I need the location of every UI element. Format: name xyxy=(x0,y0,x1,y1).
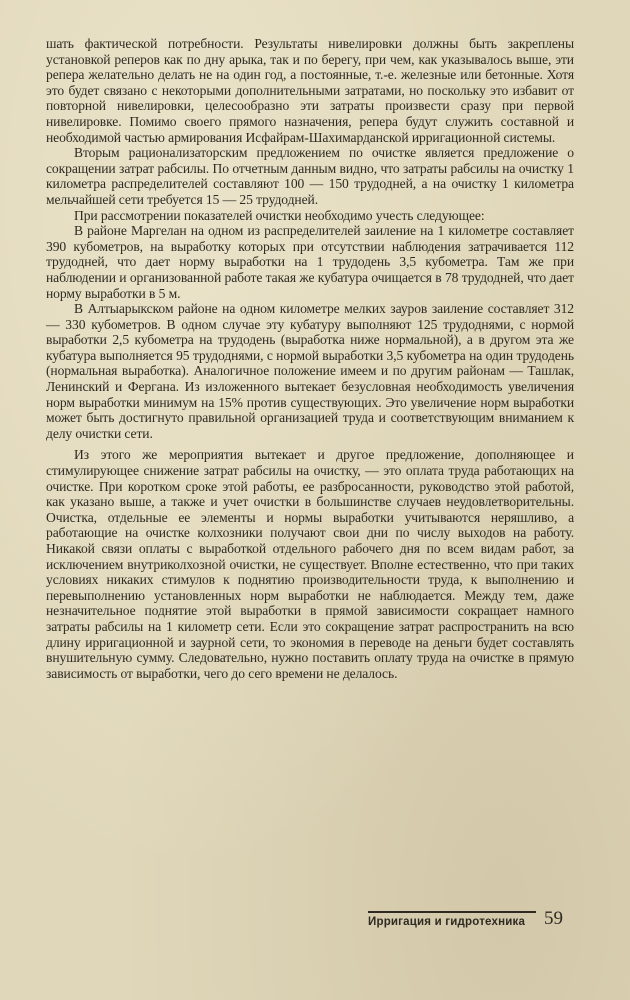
paragraph-4: В районе Маргелан на одном из распределителей заиление на 1 километре составляет 390 кубометров, на выработку которых при отсутствии наблюдения затрачивается 112 трудодней, что дает норму выработки на 1 трудодень 3,5 кубометра. Там же при наблюдении и организованной работе такая же кубатура очищается в 78 трудодней, что дает норму выработки в 5 м. xyxy=(46,223,574,301)
paragraph-5: В Алтыарыкском районе на одном километре мелких зауров заиление составляет 312 — 330 кубометров. В одном случае эту кубатуру выполняют 125 трудоднями, с нормой выработки 2,5 кубометра на трудодень (выработка ниже нормальной), а в другом эта же кубатура выполняется 95 трудоднями, с нормой выработки 3,5 кубометра на один трудодень (нормальная выработка). Аналогичное положение имеем и по другим районам — Ташлак, Ленинский и Фергана. Из изложенного вытекает безусловная необходимость увеличения норм выработки минимум на 15% против существующих. Это увеличение норм выработки может быть достигнуто правильной организацией труда и соответствующим вниманием к делу очистки сети. xyxy=(46,301,574,441)
page-number: 59 xyxy=(544,908,563,929)
body-text xyxy=(46,36,574,681)
journal-title: Ирригация и гидротехника xyxy=(368,916,526,928)
paragraph-2: Вторым рационализаторским предложением по очистке является предложение о сокращении затрат рабсилы. По отчетным данным видно, что затраты рабсилы на очистку 1 километра распределителей составляют 100 — 150 трудодней, а на очистку 1 километра мельчайшей сети требуется 15 — 25 трудодней. xyxy=(46,145,574,207)
paragraph-3: При рассмотрении показателей очистки необходимо учесть следующее: xyxy=(74,207,485,223)
paragraph-6: Из этого же мероприятия вытекает и другое предложение, дополняющее и стимулирующее снижение затрат рабсилы на очистку, — это оплата труда работающих на очистке. При коротком сроке этой работы, ее разбросанности, руководство этой работой, как указано выше, а также и учет очистки в большинстве случаев неудовлетворительны. Очистка, отдельные ее элементы и нормы выработки учитываются неряшливо, а работающие на очистке колхозники получают свои дни по числу выходов на работу. Никакой связи оплаты с выработкой отдельного рабочего дня по всем видам работ, за исключением внутриколхозной очистки, не существует. Вполне естественно, что при таких условиях никаких стимулов к поднятию производительности труда, к выполнению и перевыполнению установленных норм выработки не наблюдается. Между тем, даже незначительное поднятие этой выработки в прямой зависимости сокращает намного затраты рабсилы на 1 километр сети. Если это сокращение затрат распространить на всю длину ирригационной и заурной сети, то экономия в переводе на деньги будет составлять внушительную сумму. Следовательно, нужно поставить оплату труда на очистке в прямую зависимость от выработки, чего до сего времени не делалось. xyxy=(46,447,574,681)
footer-rule xyxy=(368,911,536,913)
paragraph-1: шать фактической потребности. Результаты нивелировки должны быть закреплены установкой реперов как по дну арыка, так и по берегу, при чем, как указывалось выше, эти репера желательно делать не на один год, а постоянные, т.-е. железные или бетонные. Хотя это будет связано с некоторыми дополнительными затратами, но поскольку это избавит от повторной нивелировки, целесообразно эти затраты произвести сразу при первой нивелировке. Помимо своего прямого назначения, репера будут служить составной и необходимой частью армирования Исфайрам-Шахимарданской ирригационной системы. xyxy=(46,36,574,145)
page-footer xyxy=(362,906,572,932)
